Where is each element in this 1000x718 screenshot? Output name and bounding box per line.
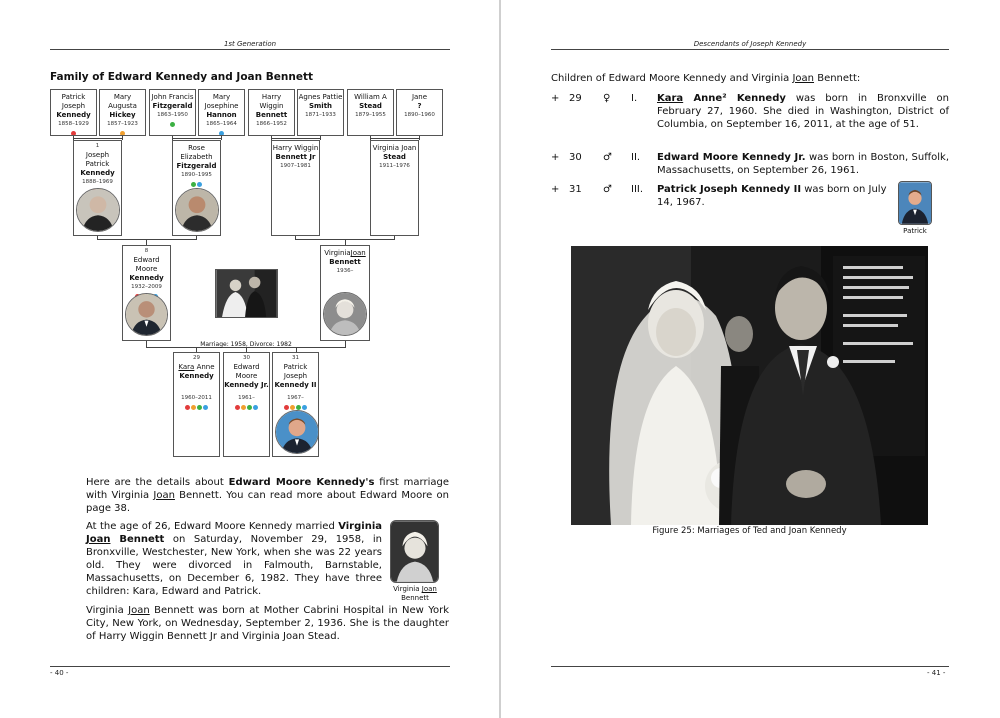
paragraph-1: Here are the details about Edward Moore Kennedy's first marriage with Virginia Joan Bennett. You can read more about Edward Moore on page 38. [86, 477, 449, 514]
paragraph-3: Virginia Joan Bennett was born at Mother Cabrini Hospital in New York City, New York, on Wednesday, September 2, 1936. She is the daughter of Harry Wiggin Bennett Jr and Virginia Joan Stead. [86, 605, 449, 642]
parent-box[interactable]: 1 Joseph Patrick Kennedy 1888–1969 [73, 140, 122, 236]
marriage-label: Marriage: 1958, Divorce: 1982 [200, 341, 292, 348]
page-header: 1st Generation [223, 40, 277, 48]
husband-box[interactable]: 8 Edward Moore Kennedy 1932–2009 [122, 245, 171, 341]
child-box[interactable]: 29 Kara Anne Kennedy 1960–2011 [173, 352, 220, 457]
grandparent-box[interactable]: Mary Augusta Hickey 1857–1923 [99, 89, 146, 136]
wedding-thumbnail [215, 269, 278, 318]
page-header: Descendants of Joseph Kennedy [693, 40, 807, 48]
parent-box[interactable]: Rose Elizabeth Fitzgerald 1890–1995 [172, 140, 221, 236]
child-entry-patrick: + 31 ♂ III. Patrick Joseph Kennedy II was born on July 14, 1967. [551, 184, 887, 208]
footer-rule [50, 666, 450, 667]
grandparent-box[interactable]: John Francis Fitzgerald 1863–1950 [149, 89, 196, 136]
grandparent-box[interactable]: Agnes Pattie Smith 1871–1933 [297, 89, 344, 136]
grandparent-box[interactable]: Jane ? 1890–1960 [396, 89, 443, 136]
color-dot [241, 405, 246, 410]
color-dot [120, 131, 125, 136]
color-dot [235, 405, 240, 410]
color-dot [191, 182, 196, 187]
color-dot [219, 131, 224, 136]
color-dot [185, 405, 190, 410]
figure-caption: Figure 25: Marriages of Ted and Joan Kennedy [652, 526, 847, 536]
joan-portrait [323, 292, 367, 336]
color-dot [247, 405, 252, 410]
patrick-photo [898, 181, 932, 225]
left-page [0, 0, 499, 718]
color-dot [197, 182, 202, 187]
child-entry-edward: + 30 ♂ II. Edward Moore Kennedy Jr. was born in Boston, Suffolk, Massachusetts, on September 26, 1961. [551, 152, 949, 176]
edward-portrait [125, 293, 168, 336]
color-dot [253, 405, 258, 410]
header-rule [551, 49, 949, 50]
color-dot [191, 405, 196, 410]
header-rule [50, 49, 450, 50]
child-entry-kara: + 29 ♀ I. Kara Anne² Kennedy was born in Bronxville on February 27, 1960. She died in Washington, District of Columbia, on September 16, 2011, at the age of 51. [551, 93, 949, 130]
children-intro: Children of Edward Moore Kennedy and Virginia Joan Bennett: [551, 73, 861, 84]
virginia-joan-caption: Virginia Joan Bennett [393, 585, 437, 602]
grandparent-box[interactable]: Patrick Joseph Kennedy 1858–1929 [50, 89, 97, 136]
virginia-joan-photo [390, 520, 439, 583]
grandparent-box[interactable]: William A Stead 1879–1955 [347, 89, 394, 136]
color-dot [203, 405, 208, 410]
color-dot [302, 405, 307, 410]
footer-rule [551, 666, 949, 667]
wedding-photo [571, 246, 928, 525]
grandparent-box[interactable]: Harry Wiggin Bennett 1866–1952 [248, 89, 295, 136]
page-number: - 40 - [50, 669, 69, 677]
rose-portrait [175, 188, 219, 232]
wife-box[interactable]: VirginiaJoan Bennett 1936– [320, 245, 370, 341]
paragraph-2: At the age of 26, Edward Moore Kennedy married Virginia Joan Bennett on Saturday, November 29, 1958, in Bronxville, Westchester, New York, when she was 22 years old. They were divorced in Falmouth, Barnstable, Massachusetts, on December 6, 1982. They have three children: Kara, Edward and Patrick. [86, 521, 382, 597]
grandparent-box[interactable]: Mary Josephine Hannon 1865–1964 [198, 89, 245, 136]
parent-box[interactable]: Virginia Joan Stead 1911–1976 [370, 140, 419, 236]
patrick-child-portrait [275, 410, 319, 454]
child-box[interactable]: 31 Patrick Joseph Kennedy II 1967– [272, 352, 319, 457]
child-box[interactable]: 30 Edward Moore Kennedy Jr. 1961– [223, 352, 270, 457]
color-dot [197, 405, 202, 410]
color-dot [284, 405, 289, 410]
parent-box[interactable]: Harry Wiggin Bennett Jr 1907–1981 [271, 140, 320, 236]
patrick-caption: Patrick [903, 227, 927, 235]
joseph-portrait [76, 188, 120, 232]
page-title: Family of Edward Kennedy and Joan Bennett [50, 71, 314, 83]
page-number: - 41 - [927, 669, 946, 677]
color-dot [71, 131, 76, 136]
color-dot [170, 122, 175, 127]
